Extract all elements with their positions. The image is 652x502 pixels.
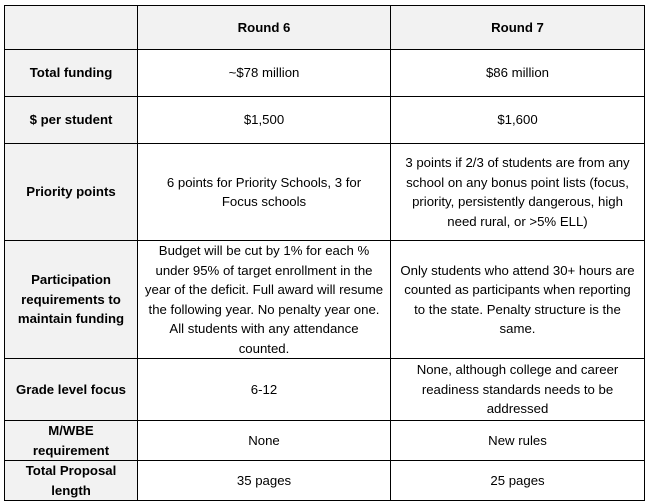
round6-cell: None: [138, 421, 391, 461]
round7-cell: $1,600: [391, 97, 645, 144]
table-row: [5, 50, 645, 97]
table-row: [5, 144, 645, 241]
row-label: Priority points: [5, 144, 138, 241]
round7-cell: None, although college and career readiness standards needs to be addressed: [391, 359, 645, 421]
round6-cell: 6 points for Priority Schools, 3 for Focus schools: [138, 144, 391, 241]
round6-cell: $1,500: [138, 97, 391, 144]
round7-cell: Only students who attend 30+ hours are counted as participants when reporting to the state. Penalty structure is the same.: [391, 241, 645, 359]
round7-cell: 3 points if 2/3 of students are from any school on any bonus point lists (focus, priority, persistently dangerous, high need rural, or >5% ELL): [391, 144, 645, 241]
row-label: Total Proposal length: [5, 461, 138, 501]
header-row: [5, 6, 645, 50]
round7-cell: $86 million: [391, 50, 645, 97]
row-label: Grade level focus: [5, 359, 138, 421]
round6-cell: Budget will be cut by 1% for each % under 95% of target enrollment in the year of the deficit. Full award will resume the following year. No penalty year one. All students with any attendance counted.: [138, 241, 391, 359]
column-header-round-6: Round 6: [138, 6, 391, 50]
comparison-table: [4, 5, 645, 501]
row-label: Participation requirements to maintain funding: [5, 241, 138, 359]
round7-cell: 25 pages: [391, 461, 645, 501]
row-label: $ per student: [5, 97, 138, 144]
round6-cell: 35 pages: [138, 461, 391, 501]
round6-cell: ~$78 million: [138, 50, 391, 97]
table-row: [5, 421, 645, 461]
table-row: [5, 359, 645, 421]
round6-cell: 6-12: [138, 359, 391, 421]
corner-cell: [5, 6, 138, 50]
row-label: M/WBE requirement: [5, 421, 138, 461]
row-label: Total funding: [5, 50, 138, 97]
table-row: [5, 461, 645, 501]
column-header-round-7: Round 7: [391, 6, 645, 50]
round7-cell: New rules: [391, 421, 645, 461]
comparison-table-wrapper: [4, 5, 645, 501]
table-row: [5, 241, 645, 359]
table-row: [5, 97, 645, 144]
